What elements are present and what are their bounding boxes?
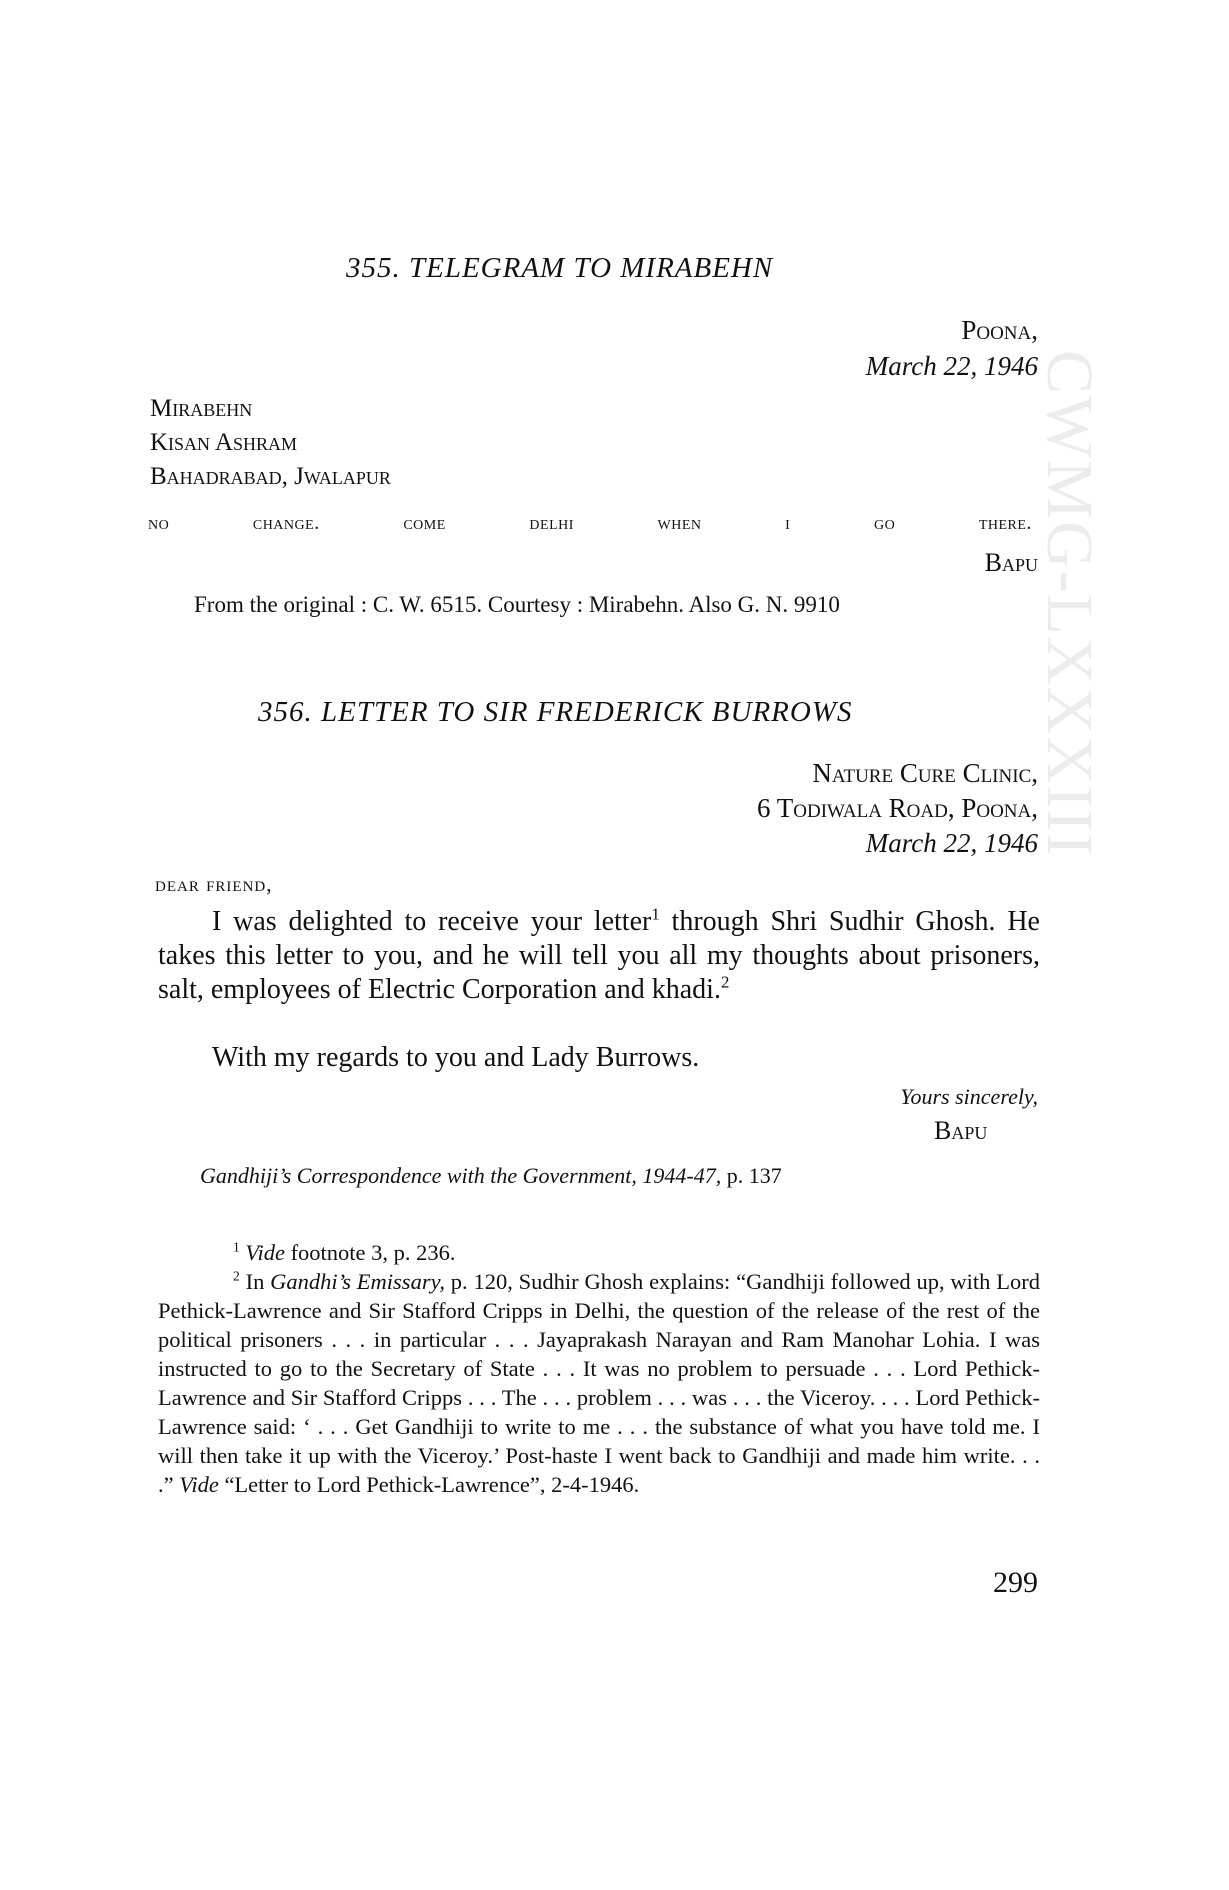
footnote-2 bbox=[158, 1267, 1040, 1499]
letter-date: March 22, 1946 bbox=[865, 828, 1038, 858]
telegram-place: Poona, bbox=[961, 315, 1038, 345]
letter-address bbox=[438, 756, 1038, 861]
footnote-text: p. 120, Sudhir Ghosh explains: “Gandhiji followed up, with Lord Pethick-Lawrence and Sir Stafford Cripps in Delhi, the question of the release of the rest of the political prisoners . . . in particular . . . Jayaprakash Narayan and Ram Manohar Lohia. I was instructed to go to the Secretary of State . . . It was no problem to persuade . . . Lord Pethick-Lawrence and Sir Stafford Cripps . . . The . . . problem . . . was . . . the Viceroy. . . . Lord Pethick-Lawrence said: ‘ . . . Get Gandhiji to write to me . . . the substance of what you have told me. I will then take it up with the Viceroy.’ Post-haste I went back to Gandhiji and made him write. . . .” bbox=[158, 1269, 1040, 1497]
letter-signature: Bapu bbox=[934, 1116, 988, 1145]
letter-text: I was delighted to receive your letter bbox=[212, 906, 652, 937]
letter-source bbox=[200, 1163, 782, 1189]
source-page: p. 137 bbox=[721, 1163, 782, 1188]
telegram-word: go bbox=[873, 512, 896, 534]
telegram-source: From the original : C. W. 6515. Courtesy : Mirabehn. Also G. N. 9910 bbox=[194, 592, 840, 617]
footnote-vide: Vide bbox=[245, 1240, 285, 1265]
footnote-ref: 1 bbox=[651, 904, 660, 924]
footnote-text: footnote 3, p. 236. bbox=[284, 1240, 456, 1265]
footnote-book: Gandhi’s Emissary, bbox=[270, 1269, 445, 1294]
footnote-number: 1 bbox=[233, 1239, 240, 1255]
telegram-date: March 22, 1946 bbox=[865, 351, 1038, 381]
telegram-addressee bbox=[150, 392, 391, 494]
letter-text: through Shri Sudhir Ghosh. He takes this letter to you, and he will tell you all my thoughts about prisoners, salt, employees of Electric Corporation and khadi. bbox=[158, 906, 1040, 1005]
letter-paragraph-2: With my regards to you and Lady Burrows. bbox=[212, 1042, 700, 1073]
footnote-number: 2 bbox=[233, 1268, 240, 1284]
telegram-signature: Bapu bbox=[984, 548, 1038, 577]
telegram-message bbox=[148, 512, 1032, 535]
addressee-line-3: Bahadrabad, Jwalapur bbox=[150, 463, 391, 490]
letter-paragraph-1 bbox=[158, 905, 1040, 1007]
letter-address-line-1: Nature Cure Clinic, bbox=[812, 758, 1038, 788]
telegram-word: delhi bbox=[529, 512, 574, 534]
letter-title: 356. LETTER TO SIR FREDERICK BURROWS bbox=[258, 696, 853, 728]
letter-salutation: dear friend, bbox=[155, 872, 273, 896]
telegram-word: no bbox=[148, 512, 170, 534]
footnote-ref: 2 bbox=[720, 972, 730, 992]
telegram-place-date bbox=[638, 312, 1038, 384]
telegram-word: i bbox=[785, 512, 791, 534]
page-number: 299 bbox=[993, 1566, 1038, 1599]
telegram-title: 355. TELEGRAM TO MIRABEHN bbox=[346, 252, 774, 284]
addressee-line-1: Mirabehn bbox=[150, 395, 253, 422]
telegram-word: change. bbox=[252, 512, 320, 534]
footnote-1 bbox=[158, 1238, 1040, 1267]
telegram-word: there. bbox=[978, 512, 1032, 534]
addressee-line-2: Kisan Ashram bbox=[150, 429, 298, 456]
footnote-vide: Vide bbox=[179, 1472, 219, 1497]
telegram-word: when bbox=[657, 512, 702, 534]
letter-address-line-2: 6 Todiwala Road, Poona, bbox=[757, 793, 1038, 823]
footnote-text: “Letter to Lord Pethick-Lawrence”, 2-4-1946. bbox=[218, 1472, 640, 1497]
source-title: Gandhiji’s Correspondence with the Government, 1944-47, bbox=[200, 1163, 722, 1188]
watermark: CWMG-LXXXIII bbox=[1033, 350, 1106, 858]
footnote-text: In bbox=[239, 1269, 271, 1294]
telegram-word: come bbox=[403, 512, 446, 534]
letter-closing: Yours sincerely, bbox=[900, 1084, 1038, 1109]
